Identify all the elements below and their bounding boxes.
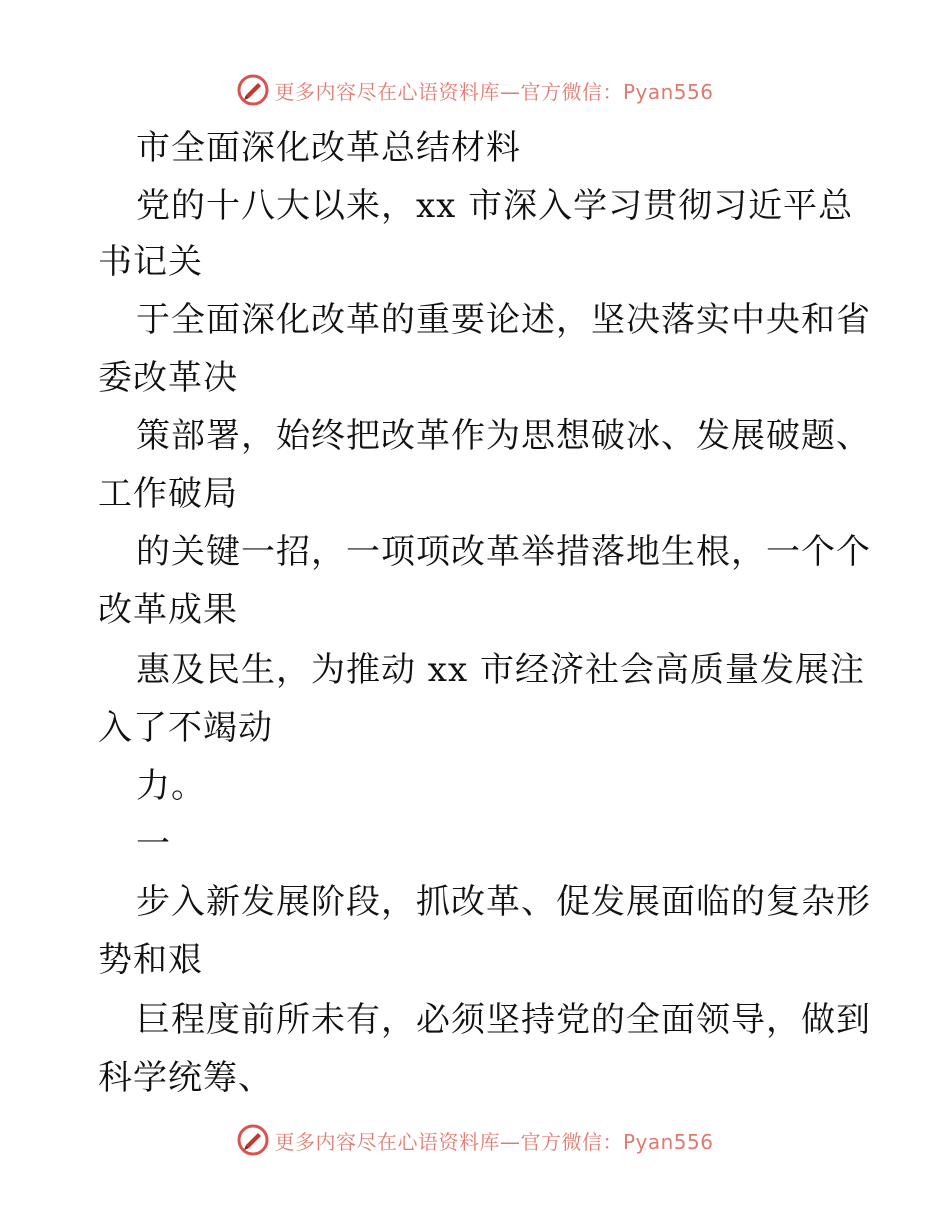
paragraph-line: 书记关 — [98, 242, 203, 282]
paragraph-line: 党的十八大以来，xx 市深入学习贯彻习近平总 — [136, 186, 854, 226]
paragraph-line: 的关键一招，一项项改革举措落地生根，一个个 — [136, 532, 871, 572]
watermark-header — [0, 70, 950, 110]
paragraph-line: 势和艰 — [98, 940, 203, 980]
paragraph-line: 委改革决 — [98, 358, 238, 398]
paragraph-line: 工作破局 — [98, 474, 238, 514]
pen-logo-icon — [236, 73, 270, 107]
document-title: 市全面深化改革总结材料 — [136, 128, 521, 168]
paragraph-line: 改革成果 — [98, 590, 238, 630]
watermark-text: 更多内容尽在心语资料库—官方微信：Pyan556 — [274, 79, 714, 104]
paragraph-line: 惠及民生，为推动 xx 市经济社会高质量发展注 — [136, 650, 865, 690]
paragraph-line: 入了不竭动 — [98, 708, 273, 748]
watermark-text: 更多内容尽在心语资料库—官方微信：Pyan556 — [274, 1129, 714, 1154]
paragraph-line: 力。 — [136, 766, 206, 806]
paragraph-line: 步入新发展阶段，抓改革、促发展面临的复杂形 — [136, 882, 871, 922]
paragraph-line: 巨程度前所未有，必须坚持党的全面领导，做到 — [136, 1000, 871, 1040]
paragraph-line: 科学统筹、 — [98, 1058, 273, 1098]
paragraph-line: 于全面深化改革的重要论述，坚决落实中央和省 — [136, 300, 871, 340]
watermark-footer — [0, 1120, 950, 1160]
pen-logo-icon — [236, 1123, 270, 1157]
paragraph-line: 策部署，始终把改革作为思想破冰、发展破题、 — [136, 416, 871, 456]
section-number: 一 — [136, 824, 171, 864]
